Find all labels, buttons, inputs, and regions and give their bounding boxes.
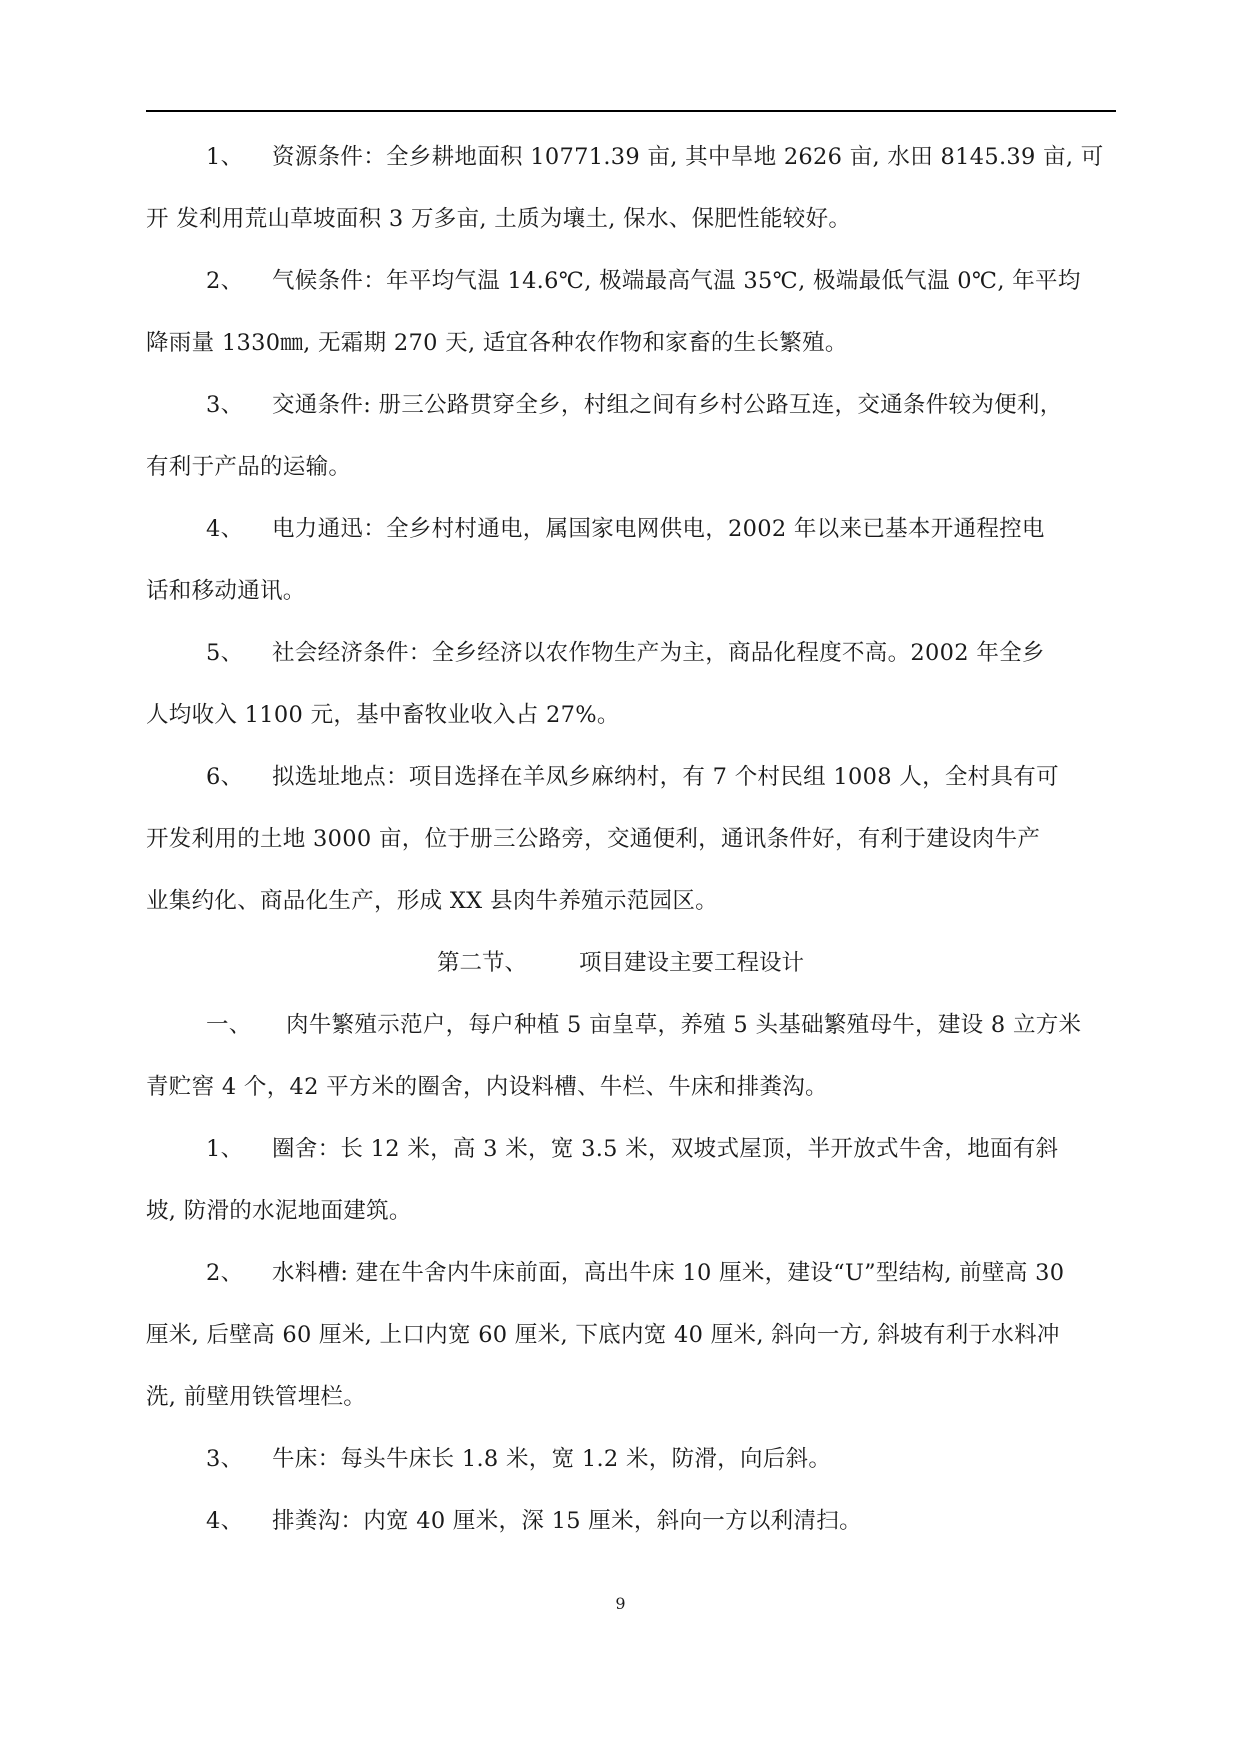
item-3-number: 3、 <box>206 392 244 418</box>
item-4-line-2: 话和移动通讯。 <box>146 578 306 604</box>
section-heading <box>0 952 1241 975</box>
subitem-4-text: 排粪沟：内宽 40 厘米，深 15 厘米，斜向一方以利清扫。 <box>272 1508 862 1534</box>
item-6-text: 拟选址地点：项目选择在羊凤乡麻纳村，有 7 个村民组 1008 人，全村具有可 <box>272 764 1059 790</box>
item-1-line-2: 开 发利用荒山草坡面积 3 万多亩, 土质为壤土, 保水、保肥性能较好。 <box>146 206 852 232</box>
subitem-3-number: 3、 <box>206 1446 244 1472</box>
subitem-3-line-1 <box>146 1448 1126 1471</box>
subitem-2-line-2: 厘米, 后壁高 60 厘米, 上口内宽 60 厘米, 下底内宽 40 厘米, 斜向一方, 斜坡有利于水料冲 <box>146 1322 1060 1348</box>
subitem-2-line-1 <box>146 1262 1126 1285</box>
subitem-1-text: 圈舍：长 12 米，高 3 米，宽 3.5 米，双坡式屋顶，半开放式牛舍，地面有斜 <box>272 1136 1059 1162</box>
item-4-text: 电力通迅：全乡村村通电，属国家电网供电，2002 年以来已基本开通程控电 <box>272 516 1045 542</box>
item-5-line-1 <box>146 642 1126 665</box>
subitem-1-line-1 <box>146 1138 1126 1161</box>
item-6-number: 6、 <box>206 764 244 790</box>
section-title: 项目建设主要工程设计 <box>579 950 805 976</box>
item-5-text: 社会经济条件：全乡经济以农作物生产为主，商品化程度不高。2002 年全乡 <box>272 640 1045 666</box>
item-3-line-1 <box>146 394 1126 417</box>
subitem-4-line-1 <box>146 1510 1126 1533</box>
subitem-2-text: 水料槽: 建在牛舍内牛床前面，高出牛床 10 厘米，建设“U”型结构, 前壁高 30 <box>272 1260 1065 1286</box>
item-1-number: 1、 <box>206 144 244 170</box>
item-2-line-1 <box>146 270 1126 293</box>
part-1-number: 一、 <box>206 1012 252 1038</box>
part-1-line-1 <box>146 1014 1126 1037</box>
item-5-number: 5、 <box>206 640 244 666</box>
header-rule <box>146 110 1116 112</box>
subitem-2-line-3: 洗, 前壁用铁管埋栏。 <box>146 1384 367 1410</box>
subitem-1-number: 1、 <box>206 1136 244 1162</box>
subitem-3-text: 牛床：每头牛床长 1.8 米，宽 1.2 米，防滑，向后斜。 <box>272 1446 832 1472</box>
page-number: 9 <box>615 1594 626 1613</box>
section-label: 第二节、 <box>436 950 527 976</box>
part-1-text: 肉牛繁殖示范户，每户种植 5 亩皇草，养殖 5 头基础繁殖母牛，建设 8 立方米 <box>286 1012 1082 1038</box>
part-1-line-2: 青贮窖 4 个，42 平方米的圈舍，内设料槽、牛栏、牛床和排粪沟。 <box>146 1074 828 1100</box>
item-1-text: 资源条件：全乡耕地面积 10771.39 亩, 其中旱地 2626 亩, 水田 8145.39 亩, 可 <box>272 144 1104 170</box>
item-2-line-2: 降雨量 1330㎜, 无霜期 270 天, 适宜各种农作物和家畜的生长繁殖。 <box>146 330 848 356</box>
item-2-number: 2、 <box>206 268 244 294</box>
item-3-text: 交通条件: 册三公路贯穿全乡，村组之间有乡村公路互连，交通条件较为便利， <box>272 392 1063 418</box>
subitem-1-line-2: 坡, 防滑的水泥地面建筑。 <box>146 1198 412 1224</box>
subitem-2-number: 2、 <box>206 1260 244 1286</box>
item-3-line-2: 有利于产品的运输。 <box>146 454 352 480</box>
subitem-4-number: 4、 <box>206 1508 244 1534</box>
item-1-line-1 <box>146 146 1126 169</box>
item-6-line-1 <box>146 766 1126 789</box>
item-6-line-2: 开发利用的土地 3000 亩，位于册三公路旁，交通便利，通讯条件好，有利于建设肉牛产 <box>146 826 1041 852</box>
item-4-number: 4、 <box>206 516 244 542</box>
item-4-line-1 <box>146 518 1126 541</box>
item-6-line-3: 业集约化、商品化生产，形成 XX 县肉牛养殖示范园区。 <box>146 888 718 914</box>
item-5-line-2: 人均收入 1100 元，基中畜牧业收入占 27%。 <box>146 702 620 728</box>
item-2-text: 气候条件：年平均气温 14.6℃, 极端最高气温 35℃, 极端最低气温 0℃, 年平均 <box>272 268 1081 294</box>
